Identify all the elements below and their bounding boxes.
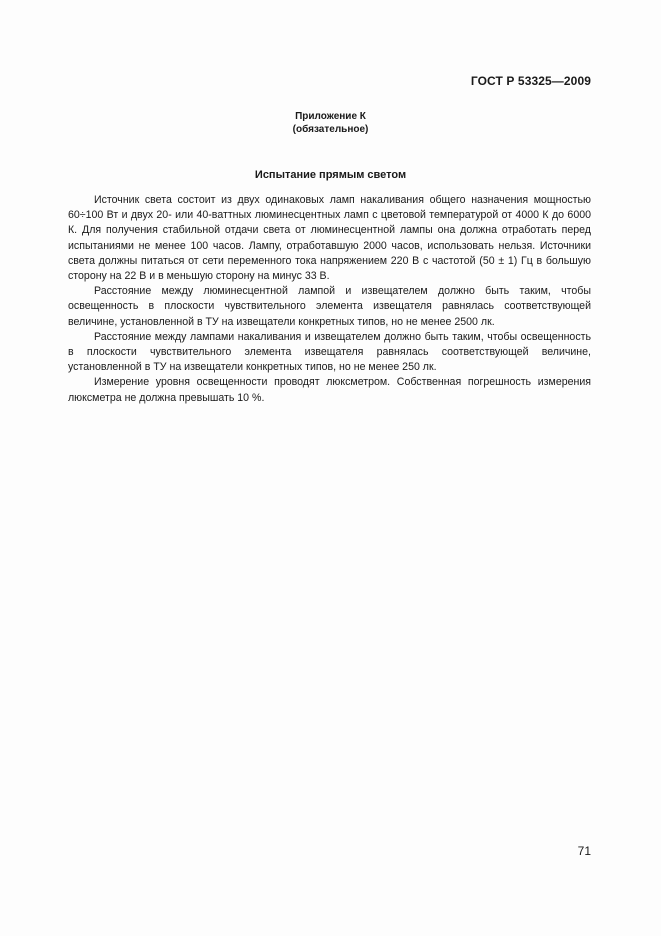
paragraph-incandescent-distance: Расстояние между лампами накаливания и извещателем должно быть таким, чтобы освещенность в плоскости чувствительного элемента извещателя равнялась соответствующей величине, установленной в ТУ на извещатели конкретных типов, но не менее 250 лк. (68, 330, 591, 374)
section-title: Испытание прямым светом (254, 169, 407, 181)
appendix-status: (обязательное) (292, 124, 369, 135)
paragraph-measurement: Измерение уровня освещенности проводят люксметром. Собственная погрешность измерения люксметра не должна превышать 10 %. (68, 376, 591, 404)
paragraph-light-source: Источник света состоит из двух одинаковых ламп накаливания общего назначения мощностью 60÷100 Вт и двух 20- или 40-ваттных люминесцентных ламп с цветовой температурой от 4000 К до 6000 К. Для получения стабильной отдачи света от люминесцентной лампы она должна отработать перед испытаниями не менее 100 часов. Лампу, отработавшую 2000 часов, использовать нельзя. Источники света должны питаться от сети переменного тока напряжением 220 В с частотой (50 ± 1) Гц в большую сторону на 22 В и в меньшую сторону на минус 33 В. (68, 194, 591, 283)
appendix-label: Приложение К (295, 111, 366, 122)
body-text (68, 193, 591, 406)
paragraph-fluorescent-distance: Расстояние между люминесцентной лампой и извещателем должно быть таким, чтобы освещенность в плоскости чувствительного элемента извещателя равнялась соответствующей величине, установленной в ТУ на извещатели конкретных типов, но не менее 2500 лк. (68, 285, 591, 328)
appendix-heading (0, 110, 661, 136)
document-code-header: ГОСТ Р 53325—2009 (470, 74, 591, 88)
page-number: 71 (577, 844, 591, 858)
